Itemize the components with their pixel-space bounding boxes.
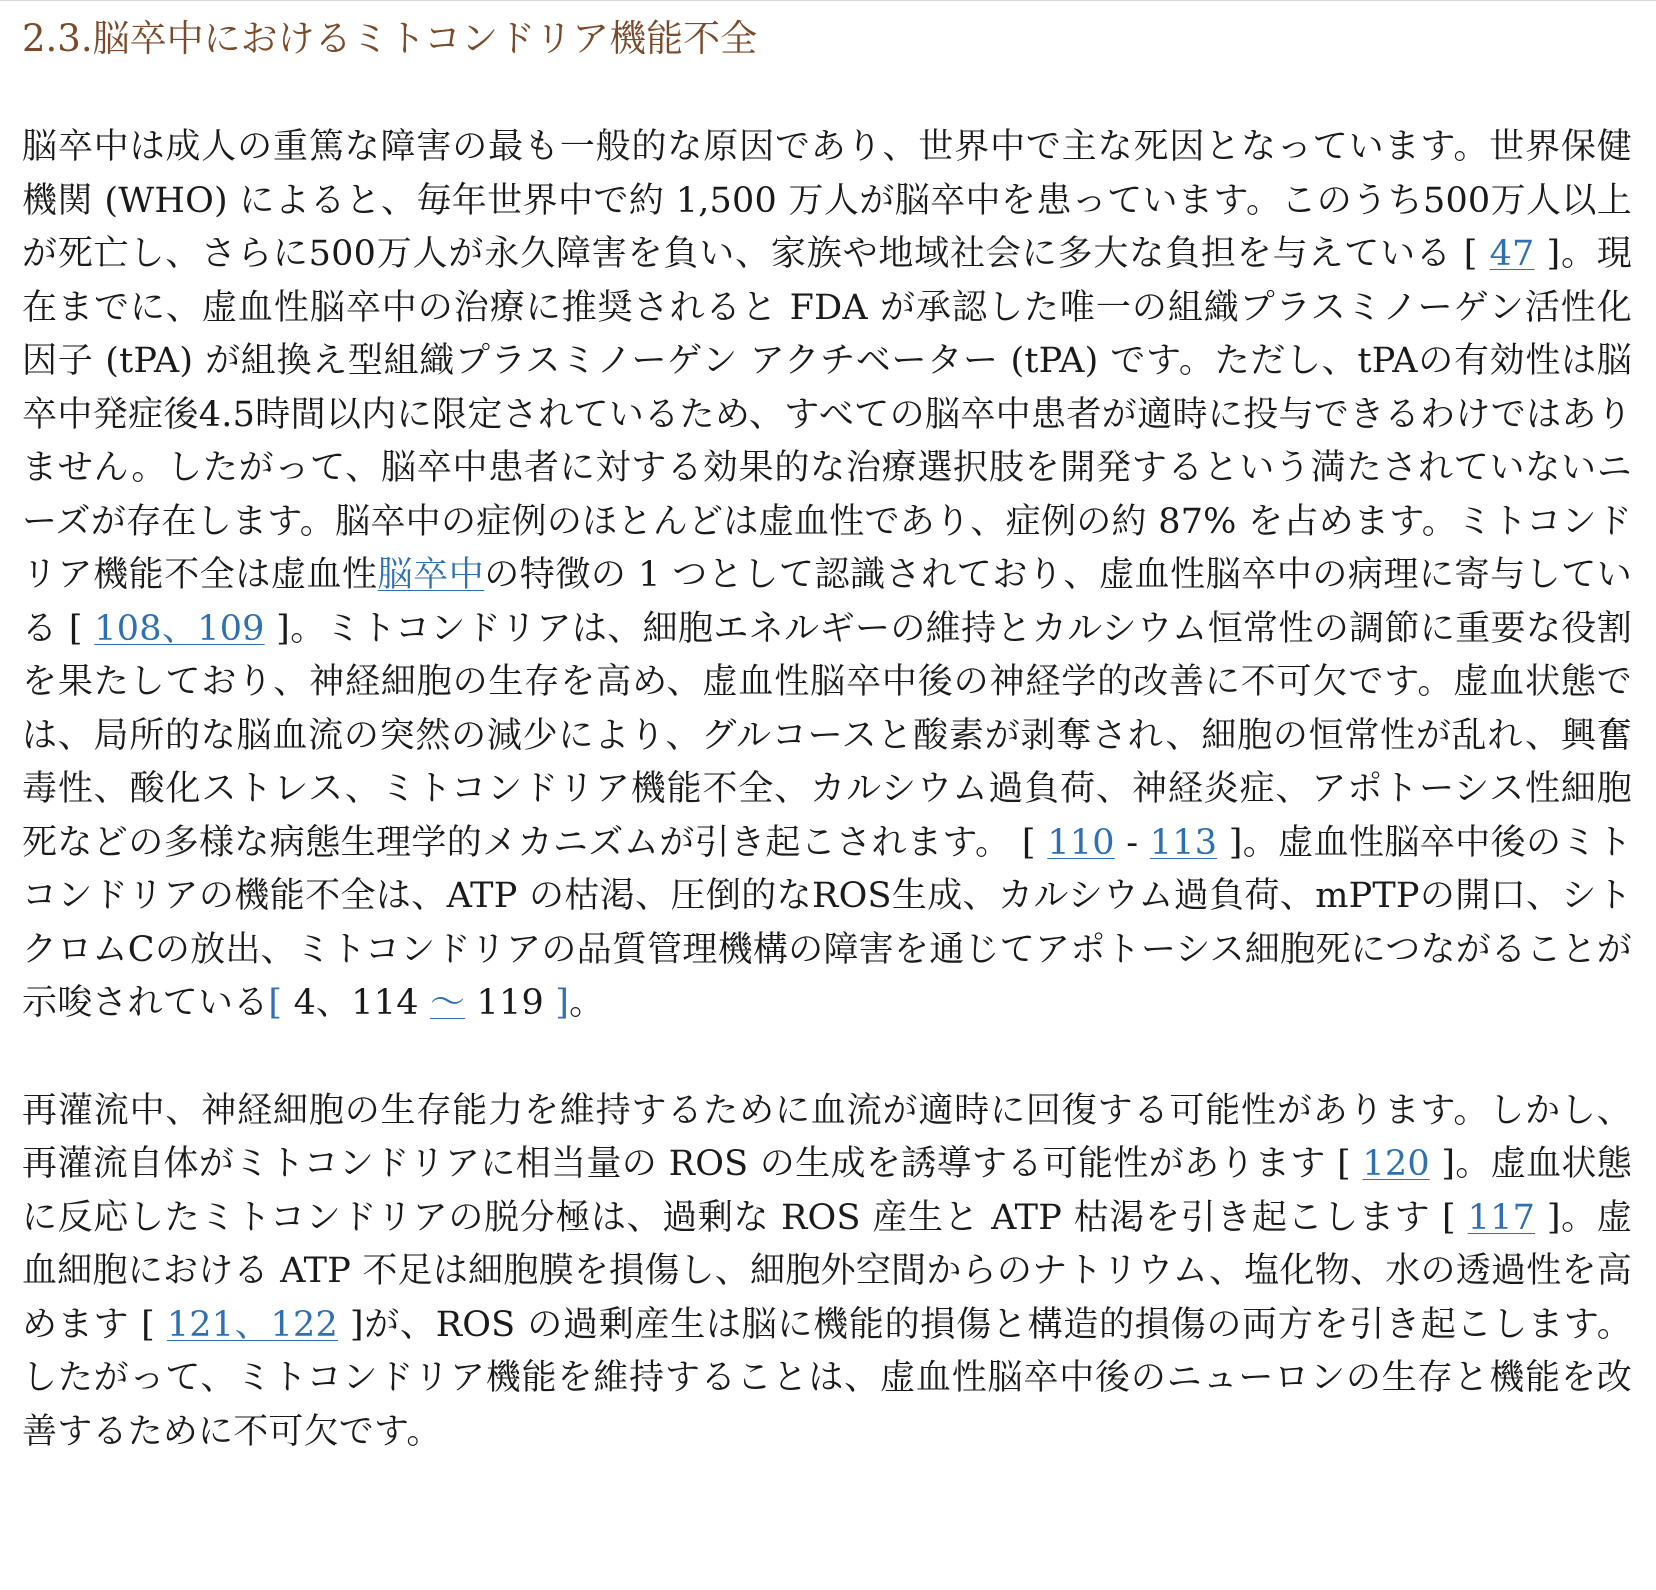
citation-numbers: 4、114: [293, 983, 430, 1023]
citation-link-121-122[interactable]: 121、122: [166, 1304, 338, 1345]
paragraph-text: ]。現在までに、虚血性脳卒中の治療に推奨されると FDA が承認した唯一の組織プラスミノーゲン活性化因子 (tPA) が組換え型組織プラスミノーゲン アクチベーター (tPA) です。ただし、tPAの有効性は脳卒中発症後4.5時間以内に限定されているため、すべての脳卒中患者が適時に投与できるわけではありません。したがって、脳卒中患者に対する効果的な治療選択肢を開発するという満たされていないニーズが存在します。脳卒中の症例のほとんどは虚血性であり、症例の約 87% を占めます。ミトコンドリア機能不全は虚血性: [22, 234, 1632, 595]
citation-link-120[interactable]: 120: [1362, 1144, 1430, 1184]
citation-numbers: 119: [465, 983, 556, 1023]
citation-range-dash: -: [1114, 822, 1150, 863]
paragraph-text: ]。虚血状態に反応したミトコンドリアの脱分極は、過剰な ROS 産生と ATP 枯渇を引き起こします [: [22, 1144, 1632, 1238]
paragraph-2: [22, 1085, 1632, 1460]
paragraph-text: ]。虚血細胞における ATP 不足は細胞膜を損傷し、細胞外空間からのナトリウム、塩化物、水の透過性を高めます [: [22, 1197, 1632, 1345]
paragraph-text: 再灌流中、神経細胞の生存能力を維持するために血流が適時に回復する可能性があります。しかし、再灌流自体がミトコンドリアに相当量の ROS の生成を誘導する可能性があります [: [22, 1090, 1632, 1184]
paragraph-text: の特徴の 1 つとして認識されており、虚血性脳卒中の病理に寄与している [: [22, 555, 1632, 649]
article-section: [22, 0, 1632, 1459]
citation-bracket-close: ]: [555, 983, 570, 1023]
paragraph-1: [22, 121, 1632, 1031]
citation-bracket-open: [: [268, 983, 294, 1023]
paragraph-text: 。: [569, 983, 605, 1023]
citation-link-110[interactable]: 110: [1047, 822, 1115, 863]
paragraph-text: ]。虚血性脳卒中後のミトコンドリアの機能不全は、ATP の枯渇、圧倒的なROS生成、カルシウム過負荷、mPTPの開口、シトクロムCの放出、ミトコンドリアの品質管理機構の障害を通じてアポトーシス細胞死につながることが示唆されている: [22, 822, 1632, 1023]
citation-link-108-109[interactable]: 108、109: [94, 608, 265, 649]
citation-link-114-119[interactable]: 〜: [430, 983, 466, 1023]
citation-link-113[interactable]: 113: [1149, 822, 1218, 863]
paragraph-text: 脳卒中は成人の重篤な障害の最も一般的な原因であり、世界中で主な死因となっています。世界保健機関 (WHO) によると、毎年世界中で約 1,500 万人が脳卒中を患っています。このうち500万人以上が死亡し、さらに500万人が永久障害を負い、家族や地域社会に多大な負担を与えている [: [22, 127, 1632, 274]
section-title: 2.3.脳卒中におけるミトコンドリア機能不全: [22, 17, 758, 60]
citation-link-117[interactable]: 117: [1467, 1197, 1536, 1238]
paragraph-text: ]。ミトコンドリアは、細胞エネルギーの維持とカルシウム恒常性の調節に重要な役割を果たしており、神経細胞の生存を高め、虚血性脳卒中後の神経学的改善に不可欠です。虚血状態では、局所的な脳血流の突然の減少により、グルコースと酸素が剥奪され、細胞の恒常性が乱れ、興奮毒性、酸化ストレス、ミトコンドリア機能不全、カルシウム過負荷、神経炎症、アポトーシス性細胞死などの多様な病態生理学的メカニズムが引き起こされます。 [: [22, 608, 1632, 863]
stroke-term-link[interactable]: 脳卒中: [377, 555, 485, 595]
paragraph-text: ]が、ROS の過剰産生は脳に機能的損傷と構造的損傷の両方を引き起こします。したがって、ミトコンドリア機能を維持することは、虚血性脳卒中後のニューロンの生存と機能を改善するために不可欠です。: [22, 1304, 1632, 1452]
citation-link-47[interactable]: 47: [1489, 234, 1535, 274]
